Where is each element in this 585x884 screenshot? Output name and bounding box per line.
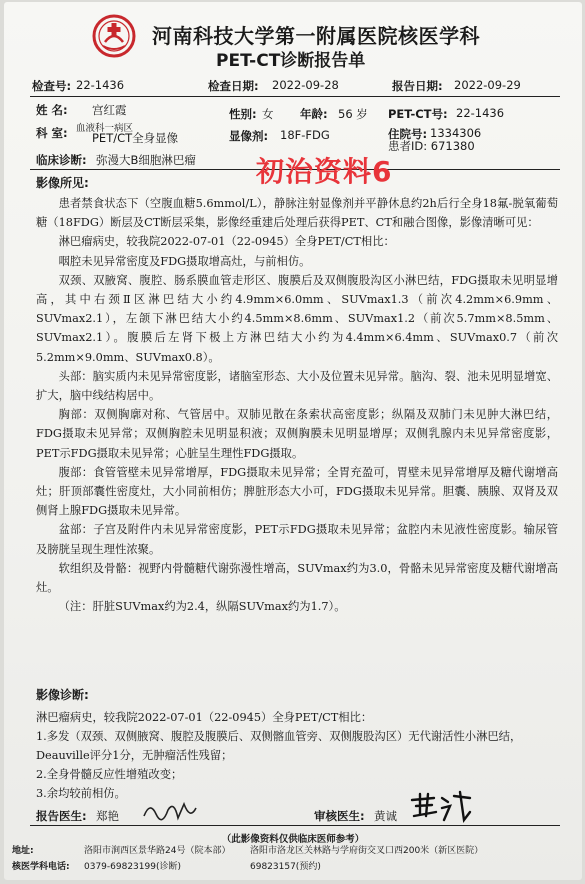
clinical-diagnosis: 弥漫大B细胞淋巴瘤	[96, 153, 196, 167]
findings-heading: 影像所见:	[36, 176, 89, 190]
check-date: 2022-09-28	[272, 78, 339, 92]
exam-item: PET/CT全身显像	[92, 131, 179, 145]
gender-label: 性别:	[229, 107, 257, 121]
clinical-label: 临床诊断:	[36, 153, 87, 167]
report-date-label: 报告日期:	[392, 79, 443, 93]
diagnosis-heading: 影像诊断:	[36, 688, 89, 702]
patient-id: 患者ID: 671380	[388, 139, 475, 153]
report-title: PET-CT诊断报告单	[216, 51, 366, 71]
petct-no-label: PET-CT号:	[388, 107, 448, 121]
name-label: 姓 名:	[36, 103, 68, 117]
id-bar	[32, 76, 562, 96]
findings-paragraph: 软组织及骨骼：视野内骨髓糖代谢弥漫性增高，SUVmax约为3.0，骨骼未见异常密度及糖代谢增高灶。	[36, 561, 558, 595]
findings-paragraph: 咽腔未见异常密度及FDG摄取增高灶，与前相仿。	[58, 254, 311, 268]
reporter-label: 报告医生:	[36, 809, 87, 823]
findings-paragraph: 双颈、双腋窝、腹腔、肠系膜血管走形区、腹膜后及双侧腹股沟区小淋巴结，FDG摄取未见明显增高，其中右颈Ⅱ区淋巴结大小约4.9mm×6.0mm、SUVmax1.3（前次4.2mm×6.9mm、SUVmax2.1），左颌下淋巴结大小约4.5mm×8.6mm、SUVmax1.2（前次5.7mm×8.5mm、SUVmax2.1）。腹膜后左肾下极上方淋巴结大小约为4.4mm×6.4mm、SUVmax0.7（前次5.2mm×9.0mm、SUVmax0.8）。	[36, 273, 558, 364]
hospital-logo-icon	[92, 14, 136, 58]
agent-label: 显像剂:	[229, 129, 269, 143]
admission-no: 1334306	[430, 126, 482, 140]
reviewer-name: 黄诚	[374, 809, 397, 823]
diagnosis-body	[36, 708, 558, 803]
findings-paragraph: 腹部：食管管壁未见异常增厚，FDG摄取未见异常；全胃充盈可，胃壁未见异常增厚及糖代谢增高灶；肝顶部囊性密度灶，大小同前相仿；脾脏形态大小可，FDG摄取未见异常。胆囊、胰腺、双肾及双侧肾上腺FDG摄取未见异常。	[36, 465, 558, 518]
reporter-name: 郑艳	[96, 809, 119, 823]
petct-no: 22-1436	[456, 106, 505, 120]
stamp-label: 初治资料6	[256, 155, 393, 188]
findings-paragraph: 患者禁食状态下（空腹血糖5.6mmol/L），静脉注射显像剂并平静休息约2h后行全身18氟-脱氧葡萄糖（18FDG）断层及CT断层采集，影像经重建后处理后获得PET、CT和融合图像，影像清晰可见：	[36, 197, 558, 230]
check-no: 22-1436	[76, 78, 125, 92]
findings-paragraph: 淋巴瘤病史，较我院2022-07-01（22-0945）全身PET/CT相比：	[58, 235, 395, 249]
divider	[30, 96, 560, 97]
findings-paragraph: 头部：脑实质内未见异常密度影，诸脑室形态、大小及位置未见异常。脑沟、裂、池未见明显增宽、扩大，脑中线结构居中。	[36, 369, 558, 403]
phone-diagnosis: 0379-69823199(诊断)	[84, 862, 181, 872]
findings-paragraph: 胸部：双侧胸廓对称、气管居中。双肺见散在条索状高密度影；纵隔及双肺门未见肿大淋巴结，FDG摄取未见异常；双侧胸腔未见明显积液；双侧胸膜未见明显增厚；双侧乳腺内未见异常密度影，PET示FDG摄取未见异常；心脏呈生理性FDG摄取。	[36, 408, 558, 460]
findings-body	[36, 194, 558, 616]
phone-booking: 69823157(预约)	[250, 862, 321, 872]
findings-paragraph: 盆部：子宫及附件内未见异常密度影，PET示FDG摄取未见异常；盆腔内未见液性密度影。输尿管及膀胱呈现生理性浓聚。	[36, 523, 558, 556]
report-date: 2022-09-29	[454, 78, 521, 92]
address-new: 洛阳市洛龙区关林路与学府街交叉口西200米（新区医院）	[250, 846, 484, 856]
report-paper	[4, 2, 582, 880]
ward: 血液科一病区	[76, 123, 134, 134]
admission-label: 住院号:	[388, 127, 428, 141]
patient-age: 56 岁	[338, 107, 368, 121]
hospital-title: 河南科技大学第一附属医院核医学科	[152, 24, 480, 48]
reviewer-signature	[408, 790, 474, 824]
patient-gender: 女	[262, 107, 274, 121]
address-main: 洛阳市涧西区景华路24号（院本部）	[84, 846, 231, 856]
address-label: 地址:	[12, 846, 34, 856]
patient-name: 宫红霞	[92, 103, 127, 117]
check-no-label: 检查号:	[32, 79, 72, 93]
diagnosis-item: 2.全身骨髓反应性增殖改变；	[36, 768, 183, 781]
findings-paragraph: （注：肝脏SUVmax约为2.4，纵隔SUVmax约为1.7）。	[58, 600, 346, 614]
disclaimer-note: （此影像资料仅供临床医师参考）	[221, 834, 365, 845]
imaging-agent: 18F-FDG	[280, 128, 330, 142]
report-header	[4, 8, 582, 72]
check-date-label: 检查日期:	[208, 79, 259, 93]
age-label: 年龄:	[300, 107, 328, 121]
diagnosis-item: 1.多发（双颈、双侧腋窝、腹腔及腹膜后、双侧髂血管旁、双侧腹股沟区）无代谢活性小淋巴结，Deauville评分1分，无肿瘤活性残留；	[36, 730, 522, 762]
dept-label: 科 室:	[36, 126, 68, 140]
reporter-signature	[140, 796, 200, 826]
diagnosis-item: 3.余均较前相仿。	[36, 787, 126, 800]
reviewer-label: 审核医生:	[314, 809, 365, 823]
phone-label: 核医学科电话:	[12, 862, 70, 872]
divider	[30, 825, 560, 826]
diagnosis-intro: 淋巴瘤病史，较我院2022-07-01（22-0945）全身PET/CT相比：	[36, 711, 373, 724]
